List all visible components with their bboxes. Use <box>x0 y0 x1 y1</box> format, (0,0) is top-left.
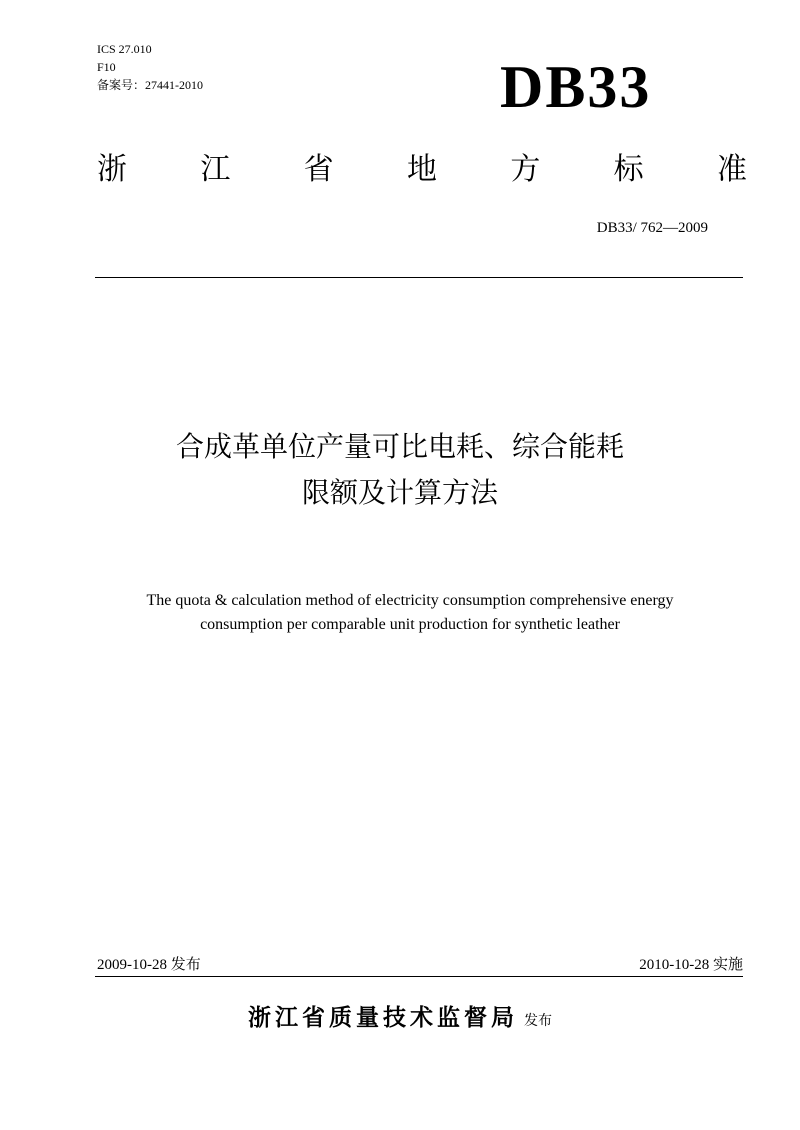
standard-class-char: 准 <box>716 152 747 187</box>
standard-number: DB33/ 762—2009 <box>596 220 708 236</box>
standard-class-char: 地 <box>406 152 437 187</box>
english-title-line: The quota & calculation method of electricity consumption comprehensive energy <box>146 592 674 609</box>
standard-class-char: 省 <box>303 152 334 187</box>
ccs-code: F10 <box>97 60 116 74</box>
chinese-title <box>0 424 800 516</box>
header-divider <box>95 277 743 278</box>
standard-code-mark: DB33 <box>500 54 652 120</box>
publisher-suffix: 发布 <box>524 1013 552 1029</box>
standard-class-char: 标 <box>613 152 644 187</box>
footer-divider <box>95 976 743 977</box>
document-metadata <box>97 40 203 94</box>
standard-class-char: 江 <box>200 152 231 187</box>
standard-class-heading <box>97 148 747 192</box>
chinese-title-line: 限额及计算方法 <box>301 476 498 509</box>
publisher-line <box>0 1000 800 1039</box>
english-title-line: consumption per comparable unit production for synthetic leather <box>200 616 620 633</box>
english-title <box>0 589 800 637</box>
chinese-title-line: 合成革单位产量可比电耗、综合能耗 <box>175 430 624 463</box>
ics-code: ICS 27.010 <box>97 42 152 56</box>
implementation-date: 2010-10-28 实施 <box>639 957 743 973</box>
standard-class-char: 方 <box>510 152 541 187</box>
publisher-name: 浙江省质量技术监督局 <box>248 1005 518 1031</box>
issue-date: 2009-10-28 发布 <box>97 957 201 973</box>
filing-number: 备案号：27441-2010 <box>97 78 203 92</box>
standard-class-char: 浙 <box>97 152 127 187</box>
